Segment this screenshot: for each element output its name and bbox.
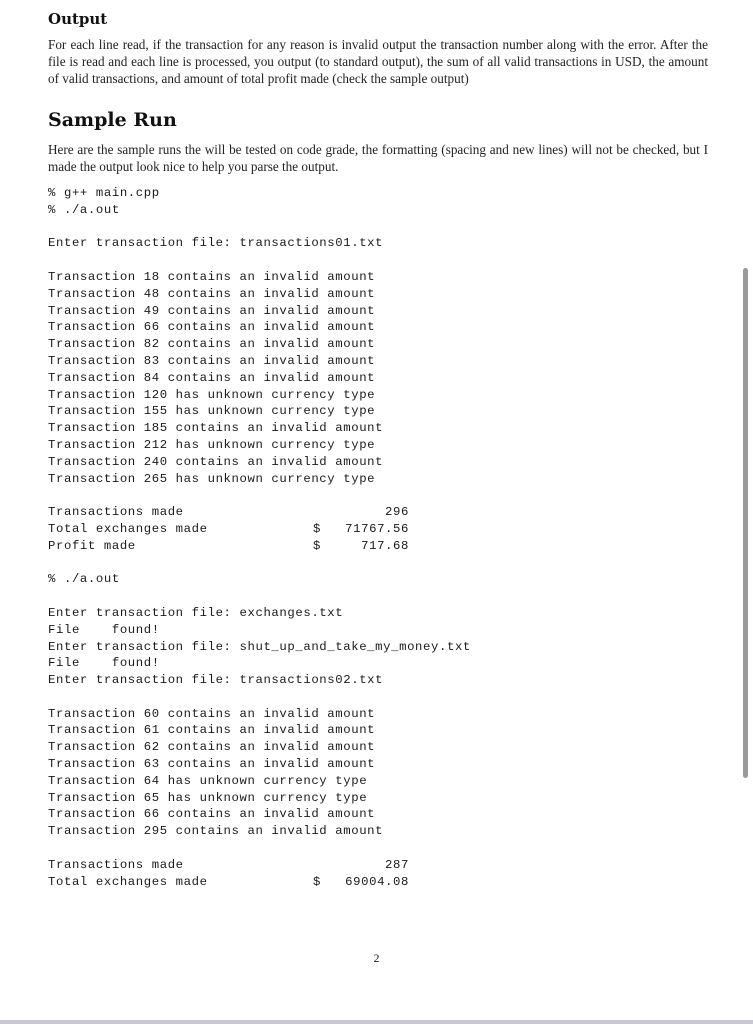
summary-row <box>48 521 708 538</box>
code-command-line: % ./a.out <box>48 572 120 587</box>
error-line: Transaction 62 contains an invalid amount <box>48 740 376 755</box>
code-prompt-line: Enter transaction file: shut_up_and_take_my_money.txt <box>48 639 471 654</box>
error-line: Transaction 83 contains an invalid amount <box>48 353 376 368</box>
error-line: Transaction 82 contains an invalid amount <box>48 337 376 352</box>
sample-output-code-block <box>48 185 708 890</box>
code-prompt-line: Enter transaction file: transactions01.txt <box>48 236 384 251</box>
page-number: 2 <box>373 951 380 965</box>
code-command-line: % g++ main.cpp <box>48 185 160 200</box>
vertical-scrollbar[interactable] <box>743 260 749 780</box>
scrollbar-thumb[interactable] <box>743 268 748 778</box>
code-prompt-line: Enter transaction file: transactions02.txt <box>48 673 384 688</box>
code-prompt-line: File found! <box>48 622 160 637</box>
code-prompt-line: Enter transaction file: exchanges.txt <box>48 605 344 620</box>
bottom-edge-bar <box>0 1020 753 1024</box>
blank-line <box>48 219 708 236</box>
error-line: Transaction 295 contains an invalid amount <box>48 824 384 839</box>
summary-row <box>48 857 708 874</box>
summary-value: 69004.08 <box>345 874 409 889</box>
summary-currency: $ <box>313 874 321 889</box>
summary-row <box>48 538 708 555</box>
blank-line <box>48 252 708 269</box>
summary-value: 717.68 <box>361 538 409 553</box>
error-line: Transaction 240 contains an invalid amount <box>48 454 384 469</box>
error-line: Transaction 61 contains an invalid amount <box>48 723 376 738</box>
summary-row <box>48 874 708 891</box>
error-line: Transaction 212 has unknown currency type <box>48 437 376 452</box>
page-content <box>48 9 708 890</box>
error-line: Transaction 120 has unknown currency type <box>48 387 376 402</box>
output-heading: Output <box>48 10 108 28</box>
code-command-line: % ./a.out <box>48 202 120 217</box>
blank-line <box>48 555 708 572</box>
summary-currency: $ <box>313 538 321 553</box>
error-line: Transaction 66 contains an invalid amount <box>48 320 376 335</box>
error-line: Transaction 155 has unknown currency type <box>48 404 376 419</box>
code-prompt-line: File found! <box>48 656 160 671</box>
summary-row <box>48 504 708 521</box>
blank-line <box>48 689 708 706</box>
blank-line <box>48 487 708 504</box>
blank-line <box>48 840 708 857</box>
summary-label: Profit made <box>48 538 136 553</box>
error-line: Transaction 265 has unknown currency type <box>48 471 376 486</box>
blank-line <box>48 588 708 605</box>
output-description: For each line read, if the transaction for any reason is invalid output the transaction number along with the error. After the file is read and each line is processed, you output (to standard output), the sum of all valid transactions in USD, the amount of valid transactions, and amount of total profit made (check the sample output) <box>48 37 708 86</box>
summary-label: Transactions made <box>48 857 184 872</box>
summary-label: Total exchanges made <box>48 874 208 889</box>
error-line: Transaction 66 contains an invalid amount <box>48 807 376 822</box>
summary-value: 71767.56 <box>345 521 409 536</box>
error-line: Transaction 48 contains an invalid amount <box>48 286 376 301</box>
summary-label: Transactions made <box>48 505 184 520</box>
summary-value: 296 <box>385 505 409 520</box>
sample-run-description: Here are the sample runs the will be tested on code grade, the formatting (spacing and new lines) will not be checked, but I made the output look nice to help you parse the output. <box>48 142 708 175</box>
summary-value: 287 <box>385 857 409 872</box>
error-line: Transaction 49 contains an invalid amount <box>48 303 376 318</box>
error-line: Transaction 65 has unknown currency type <box>48 790 368 805</box>
error-line: Transaction 18 contains an invalid amount <box>48 269 376 284</box>
error-line: Transaction 63 contains an invalid amount <box>48 757 376 772</box>
error-line: Transaction 185 contains an invalid amount <box>48 421 384 436</box>
error-line: Transaction 64 has unknown currency type <box>48 773 368 788</box>
error-line: Transaction 84 contains an invalid amount <box>48 370 376 385</box>
summary-label: Total exchanges made <box>48 521 208 536</box>
summary-currency: $ <box>313 521 321 536</box>
sample-run-heading: Sample Run <box>48 109 177 132</box>
error-line: Transaction 60 contains an invalid amount <box>48 706 376 721</box>
